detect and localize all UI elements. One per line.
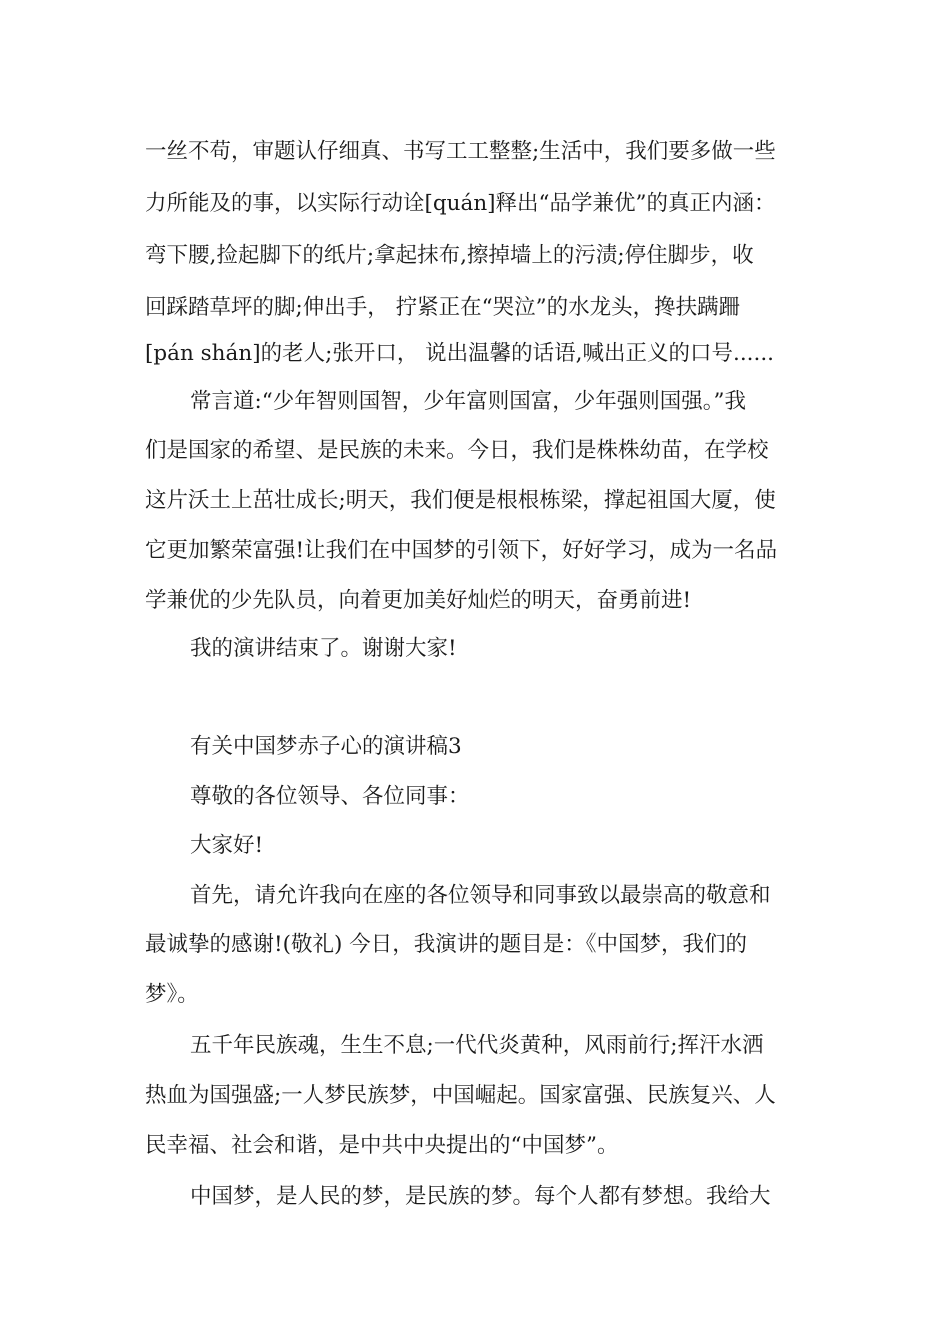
text-line: 学兼优的少先队员，向着更加美好灿烂的明天，奋勇前进! — [145, 588, 692, 613]
text-line: 最诚挚的感谢!(敬礼) 今日，我演讲的题目是：《中国梦，我们的 — [145, 932, 748, 957]
closing-line: 我的演讲结束了。谢谢大家! — [190, 636, 457, 661]
text-line: 它更加繁荣富强!让我们在中国梦的引领下，好好学习，成为一名品 — [145, 538, 778, 563]
paragraph-first-line: 中国梦，是人民的梦，是民族的梦。每个人都有梦想。我给大 — [190, 1184, 771, 1209]
paragraph-first-line: 首先，请允许我向在座的各位领导和同事致以最崇高的敬意和 — [190, 883, 771, 908]
text-line: 一丝不苟，审题认仔细真、书写工工整整;生活中，我们要多做一些 — [145, 139, 776, 164]
text-line: 们是国家的希望、是民族的未来。今日，我们是株株幼苗，在学校 — [145, 438, 769, 463]
text-line: 这片沃土上茁壮成长;明天，我们便是根根栋梁，撑起祖国大厦，使 — [145, 488, 776, 513]
paragraph-first-line: 五千年民族魂，生生不息;一代代炎黄种，风雨前行;挥汗水洒 — [190, 1033, 764, 1058]
text-line: [pán shán]的老人;张开口， 说出温馨的话语,喊出正义的口号...... — [145, 341, 775, 366]
text-line: 梦》。 — [145, 982, 199, 1007]
text-line: 力所能及的事，以实际行动诠[quán]释出“品学兼优”的真正内涵： — [145, 191, 776, 216]
text-line: 热血为国强盛;一人梦民族梦，中国崛起。国家富强、民族复兴、人 — [145, 1083, 776, 1108]
text-line: 回踩踏草坪的脚;伸出手， 拧紧正在“哭泣”的水龙头，搀扶蹒跚 — [145, 295, 741, 320]
text-line: 民幸福、社会和谐，是中共中央提出的“中国梦”。 — [145, 1133, 619, 1158]
salutation: 尊敬的各位领导、各位同事： — [190, 784, 470, 809]
paragraph-first-line: 常言道:“少年智则国智，少年富则国富，少年强则国强。”我 — [190, 389, 746, 414]
text-line: 弯下腰,捡起脚下的纸片;拿起抹布,擦掉墙上的污渍;停住脚步，收 — [145, 243, 754, 268]
greeting: 大家好! — [190, 833, 264, 858]
section-title: 有关中国梦赤子心的演讲稿3 — [190, 734, 462, 759]
